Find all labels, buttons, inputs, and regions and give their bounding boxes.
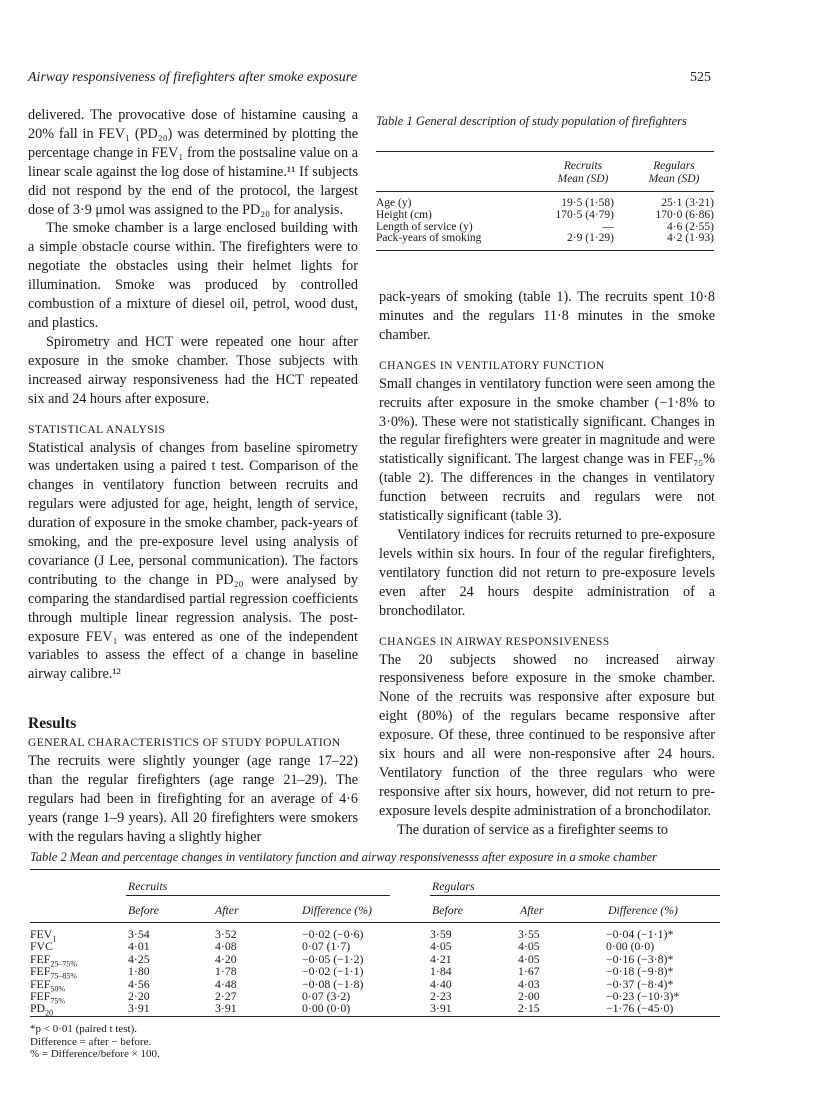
- cell-gd: −1·76 (−45·0): [606, 1001, 674, 1016]
- paragraph: The recruits were slightly younger (age range 17–22) than the regular firefighters (age range 21–29). The regulars had been in firefighting for an average of 4·6 years (range 1–9 years). All 20 firefighters were smokers with the regulars having a slightly higher: [28, 753, 358, 845]
- cell-gb: 2·23: [430, 989, 452, 1004]
- table2-footnotes: [30, 1023, 160, 1061]
- row-label: Pack-years of smoking: [376, 232, 482, 245]
- cell-ga: 4·05: [518, 951, 540, 966]
- cell-ra: 3·91: [215, 1001, 237, 1016]
- row-label-text: PD: [30, 1001, 46, 1016]
- cell-ga: 2·15: [518, 1001, 540, 1016]
- cell-gb: 1·84: [430, 964, 452, 979]
- table1-caption: Table 1 General description of study population of firefighters: [376, 114, 687, 128]
- row-label-text: FEF: [30, 951, 51, 966]
- paragraph: delivered. The provocative dose of histamine causing a 20% fall in FEV₁ (PD₂₀) was determined by plotting the percentage change in FEV₁ from the postsaline value on a linear scale against the log dose of histamine.¹¹ If subjects did not respond by the end of the protocol, the largest dose of 3·9 μmol was assigned to the PD₂₀ for analysis.: [28, 107, 358, 218]
- cell-recruits: —: [602, 220, 614, 233]
- col-header: After: [520, 903, 544, 917]
- row-label-text: FEF: [30, 964, 51, 979]
- row-label-text: FEF: [30, 989, 51, 1004]
- cell-gd: −0·23 (−10·3)*: [606, 989, 680, 1004]
- cell-gd: −0·18 (−9·8)*: [606, 964, 674, 979]
- table2-header-rule: [30, 922, 720, 923]
- col-header: Regulars: [653, 160, 695, 172]
- cell-rb: 4·25: [128, 951, 150, 966]
- table2-row: [30, 940, 720, 952]
- results-heading: Results: [28, 715, 77, 733]
- table1-col-recruits: [548, 160, 618, 186]
- cell-ga: 3·55: [518, 927, 540, 941]
- table1-row: [376, 233, 714, 245]
- row-label-text: FVC: [30, 939, 53, 954]
- cell-rb: 3·54: [128, 927, 150, 941]
- col-header: After: [215, 903, 239, 917]
- footnote: Difference = after − before.: [30, 1035, 152, 1048]
- row-label: Height (cm): [376, 208, 432, 221]
- cell-ra: 2·27: [215, 989, 237, 1004]
- cell-ga: 4·03: [518, 976, 540, 991]
- cell-rd: −0·08 (−1·8): [302, 976, 364, 991]
- row-label-subscript: 20: [45, 1008, 54, 1018]
- col-header: Difference (%): [302, 903, 372, 917]
- cell-rb: 1·80: [128, 964, 150, 979]
- running-header-title: Airway responsiveness of firefighters after smoke exposure: [28, 70, 357, 85]
- cell-rd: 0·07 (3·2): [302, 989, 351, 1004]
- col-header: Before: [432, 903, 464, 917]
- table2-caption: Table 2 Mean and percentage changes in ventilatory function and airway responsivenesss after exposure in a smoke chamber: [30, 850, 657, 864]
- paragraph: The smoke chamber is a large enclosed building with a simple obstacle course within. The firefighters were to negotiate the obstacles using their helmet lights for illumination. Smoke was produced by controlled combustion of a mixture of diesel oil, petrol, wood dust, and plastics.: [28, 220, 358, 331]
- page-number: 525: [690, 70, 711, 85]
- row-label-subscript: 50%: [50, 983, 65, 993]
- paragraph: Ventilatory indices for recruits returned to pre-exposure levels within six hours. In four of the regular firefighters, ventilatory function did not return to pre-exposure levels even after 24 hours despite administration of a bronchodilator.: [379, 526, 715, 619]
- paragraph: The duration of service as a firefighter seems to: [397, 821, 669, 838]
- cell-gb: 4·21: [430, 951, 452, 966]
- table1: [376, 198, 714, 245]
- cell-recruits: 170·5 (4·79): [555, 208, 614, 221]
- cell-ra: 4·48: [215, 976, 237, 991]
- cell-regulars: 4·2 (1·93): [667, 232, 714, 245]
- cell-rd: 0·07 (1·7): [302, 939, 351, 954]
- cell-gb: 4·05: [430, 939, 452, 954]
- table2-bottom-rule: [30, 1016, 720, 1017]
- cell-ra: 3·52: [215, 927, 237, 941]
- cell-ra: 1·78: [215, 964, 237, 979]
- cell-rd: −0·02 (−1·1): [302, 964, 364, 979]
- cell-regulars: 25·1 (3·21): [661, 197, 714, 209]
- footnote: *p < 0·01 (paired t test).: [30, 1023, 138, 1035]
- table2: [30, 927, 720, 1018]
- cell-rb: 2·20: [128, 989, 150, 1004]
- right-column: [379, 288, 715, 840]
- cell-gb: 3·59: [430, 927, 452, 941]
- row-label-subscript: 25–75%: [50, 959, 77, 969]
- table2-row: [30, 1002, 720, 1014]
- paragraph: Statistical analysis of changes from baseline spirometry was undertaken using a paired t test. Comparison of the changes in ventilatory function between recruits and regulars were adjusted for age, height, length of service, duration of exposure in the smoke chamber, pack-years of smoking, and the pre-exposure level using analysis of covariance (J Lee, personal communication). The factors contributing to the change in PD₂₀ were analysed by comparing the standardised partial regression coefficients through multiple linear regression analysis. The post-exposure FEV₁ was entered as one of the independent variables to assess the effect of a change in baseline airway calibre.¹²: [28, 439, 358, 683]
- cell-ra: 4·20: [215, 951, 237, 966]
- table2-recruits-rule: [126, 895, 390, 896]
- col-header: Difference (%): [608, 903, 678, 917]
- cell-gd: −0·16 (−3·8)*: [606, 951, 674, 966]
- col-header: Recruits: [563, 160, 603, 172]
- section-heading: STATISTICAL ANALYSIS: [28, 422, 166, 436]
- footnote: % = Difference/before × 100.: [30, 1048, 160, 1061]
- cell-gb: 3·91: [430, 1001, 452, 1016]
- cell-regulars: 170·0 (6·86): [655, 208, 714, 221]
- cell-recruits: 2·9 (1·29): [567, 232, 614, 245]
- cell-ga: 4·05: [518, 939, 540, 954]
- col-subheader: Mean (SD): [557, 173, 609, 185]
- cell-gd: −0·04 (−1·1)*: [606, 927, 674, 941]
- row-label-subscript: 1: [52, 934, 57, 944]
- row-label: Age (y): [376, 197, 412, 209]
- table2-row: [30, 965, 720, 977]
- cell-ga: 2·00: [518, 989, 540, 1004]
- cell-gd: −0·37 (−8·4)*: [606, 976, 674, 991]
- cell-rb: 3·91: [128, 1001, 150, 1016]
- row-label-text: FEF: [30, 976, 51, 991]
- cell-gb: 4·40: [430, 976, 452, 991]
- table1-top-rule: [376, 151, 714, 152]
- table1-col-regulars: [636, 160, 712, 186]
- paragraph: Small changes in ventilatory function were seen among the recruits after exposure in the smoke chamber (−1·8% to 3·0%). These were not statistically significant. Changes in the regular firefighters were greater in magnitude and were statistically significant. The largest change was in FEF₇₅% (table 2). The differences in the changes in ventilatory function between recruits and regulars were not statistically significant (table 3).: [379, 375, 715, 525]
- cell-rb: 4·01: [128, 939, 150, 954]
- left-column: [28, 106, 358, 847]
- row-label: Length of service (y): [376, 220, 473, 233]
- row-label-subscript: 75–85%: [50, 971, 77, 981]
- table2-regulars-rule: [430, 895, 720, 896]
- cell-ga: 1·67: [518, 964, 540, 979]
- paragraph: The 20 subjects showed no increased airway responsiveness before exposure in the smoke chamber. None of the recruits was responsive after exposure but eight (80%) of the regulars became responsive after exposure. Of these, three continued to be responsive after six hours and all were non-responsive after 24 hours. Ventilatory function of the three regulars who were responsive after six hours, however, did not return to pre-exposure levels despite administration of a bronchodilator.: [379, 651, 715, 819]
- cell-rd: −0·05 (−1·2): [302, 951, 364, 966]
- section-heading: CHANGES IN AIRWAY RESPONSIVENESS: [379, 634, 610, 648]
- row-label-subscript: 75%: [50, 996, 65, 1006]
- table1-header-rule: [376, 191, 714, 192]
- table2-group-regulars: Regulars: [432, 879, 475, 893]
- cell-gd: 0·00 (0·0): [606, 939, 655, 954]
- row-label-text: FEV: [30, 927, 53, 941]
- table2-group-recruits: Recruits: [128, 879, 168, 893]
- table1-bottom-rule: [376, 250, 714, 251]
- col-subheader: Mean (SD): [648, 173, 700, 185]
- cell-ra: 4·08: [215, 939, 237, 954]
- cell-regulars: 4·6 (2·55): [667, 220, 714, 233]
- cell-rd: −0·02 (−0·6): [302, 927, 364, 941]
- cell-rb: 4·56: [128, 976, 150, 991]
- section-heading: CHANGES IN VENTILATORY FUNCTION: [379, 358, 605, 372]
- table2-top-rule: [30, 869, 720, 870]
- paragraph: Spirometry and HCT were repeated one hour after exposure in the smoke chamber. Those subjects with increased airway responsiveness had the HCT repeated six and 24 hours after exposure.: [28, 333, 358, 407]
- cell-recruits: 19·5 (1·58): [561, 197, 614, 209]
- table1-row: [376, 210, 714, 222]
- cell-rd: 0·00 (0·0): [302, 1001, 351, 1016]
- col-header: Before: [128, 903, 160, 917]
- paragraph: pack-years of smoking (table 1). The recruits spent 10·8 minutes and the regulars 11·8 minutes in the smoke chamber.: [379, 289, 715, 343]
- section-heading: GENERAL CHARACTERISTICS OF STUDY POPULATION: [28, 736, 341, 750]
